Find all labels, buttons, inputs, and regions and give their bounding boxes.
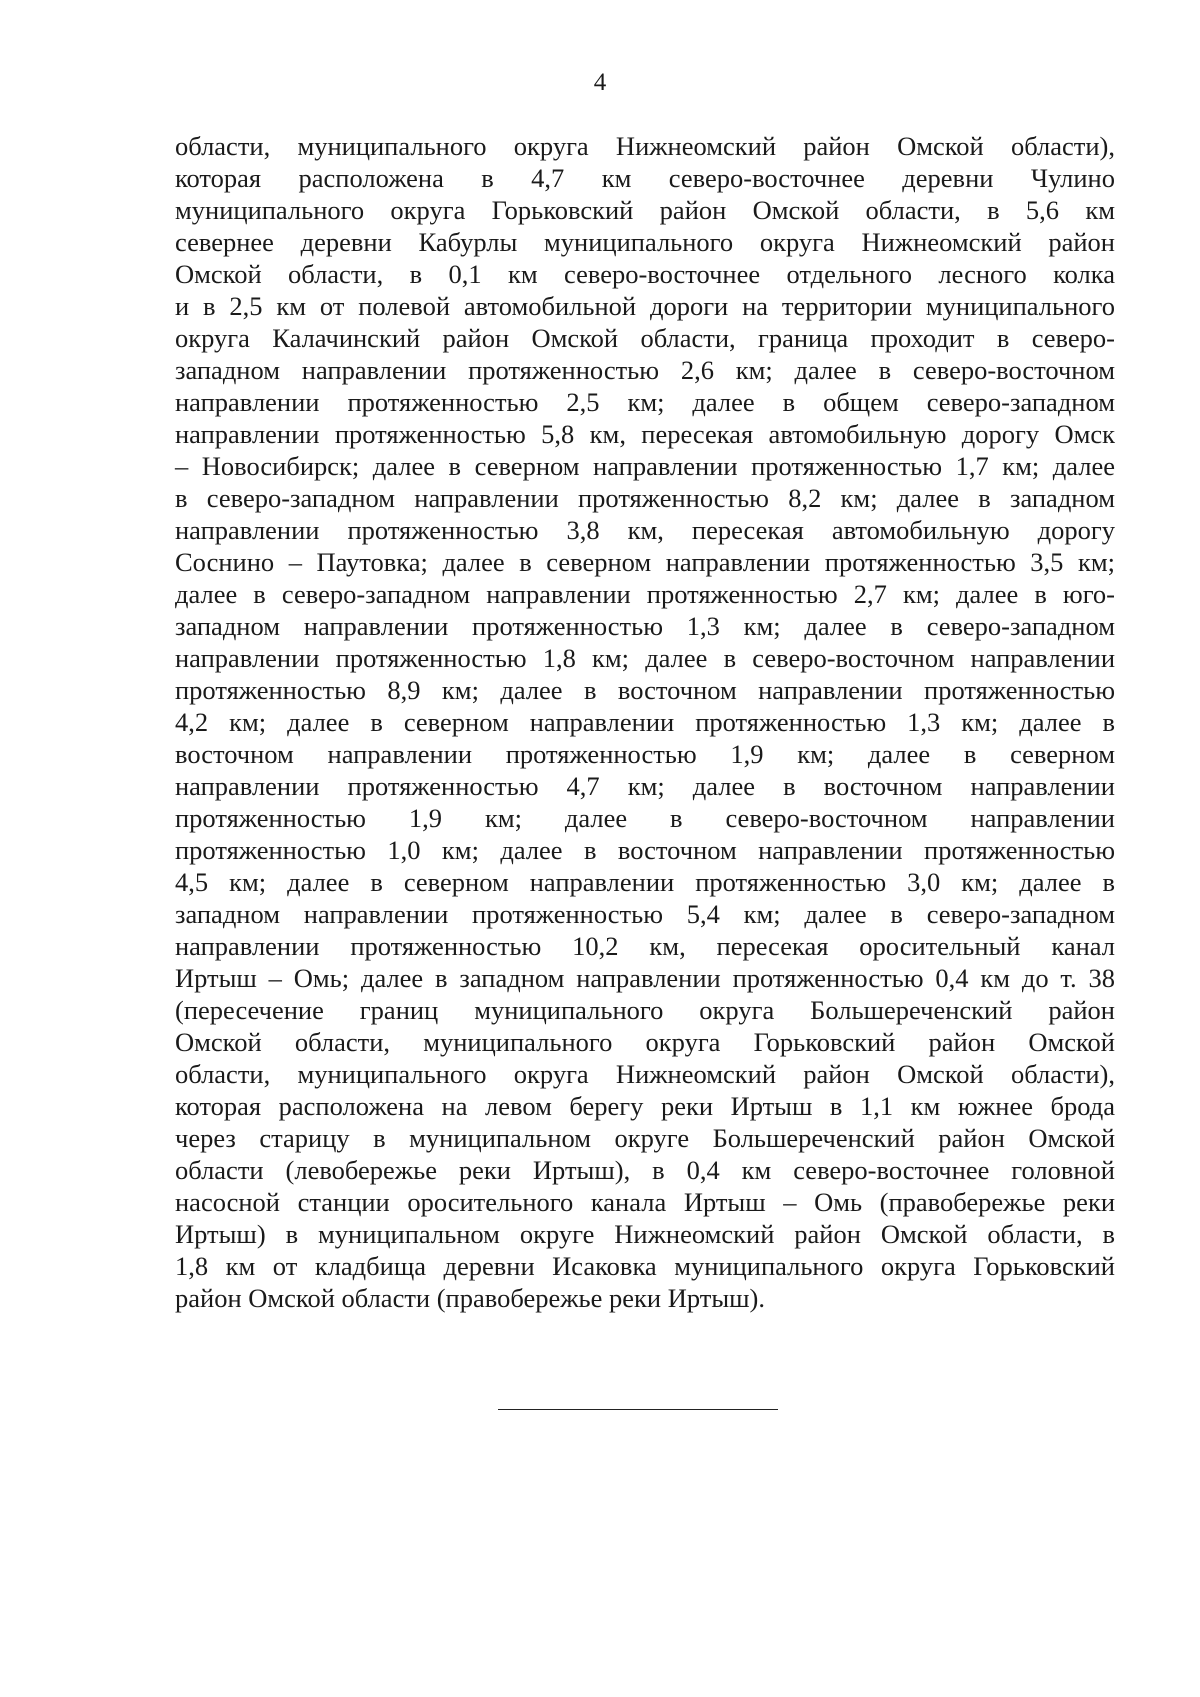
text-line: в северо-западном направлении протяженностью 8,2 км; далее в западном xyxy=(175,483,1115,513)
text-line: восточном направлении протяженностью 1,9 км; далее в северном xyxy=(175,739,1115,769)
text-line: далее в северо-западном направлении протяженностью 2,7 км; далее в юго- xyxy=(175,579,1115,609)
text-line: Иртыш – Омь; далее в западном направлении протяженностью 0,4 км до т. 38 xyxy=(175,963,1115,993)
text-line: западном направлении протяженностью 2,6 км; далее в северо-восточном xyxy=(175,355,1115,385)
text-line: – Новосибирск; далее в северном направлении протяженностью 1,7 км; далее xyxy=(175,451,1115,481)
body-text xyxy=(175,130,1115,1314)
text-line: Иртыш) в муниципальном округе Нижнеомский район Омской области, в xyxy=(175,1219,1115,1249)
text-line: западном направлении протяженностью 1,3 км; далее в северо-западном xyxy=(175,611,1115,641)
page-number: 4 xyxy=(593,69,607,96)
text-line: области, муниципального округа Нижнеомский район Омской области), xyxy=(175,131,1115,161)
text-line: 1,8 км от кладбища деревни Исаковка муниципального округа Горьковский xyxy=(175,1251,1115,1281)
text-line: направлении протяженностью 1,8 км; далее в северо-восточном направлении xyxy=(175,643,1115,673)
text-line: направлении протяженностью 10,2 км, пересекая оросительный канал xyxy=(175,931,1115,961)
text-line: области, муниципального округа Нижнеомский район Омской области), xyxy=(175,1059,1115,1089)
text-line: район Омской области (правобережье реки Иртыш). xyxy=(175,1283,765,1313)
text-line: насосной станции оросительного канала Иртыш – Омь (правобережье реки xyxy=(175,1187,1115,1217)
text-line: направлении протяженностью 5,8 км, пересекая автомобильную дорогу Омск xyxy=(175,419,1115,449)
text-line: округа Калачинский район Омской области, граница проходит в северо- xyxy=(175,323,1115,353)
text-line: 4,5 км; далее в северном направлении протяженностью 3,0 км; далее в xyxy=(175,867,1115,897)
text-line: муниципального округа Горьковский район Омской области, в 5,6 км xyxy=(175,195,1115,225)
text-line: (пересечение границ муниципального округа Большереченский район xyxy=(175,995,1115,1025)
text-line: области (левобережье реки Иртыш), в 0,4 км северо-восточнее головной xyxy=(175,1155,1115,1185)
text-line: протяженностью 1,9 км; далее в северо-восточном направлении xyxy=(175,803,1115,833)
text-line: Соснино – Паутовка; далее в северном направлении протяженностью 3,5 км; xyxy=(175,547,1115,577)
text-line: 4,2 км; далее в северном направлении протяженностью 1,3 км; далее в xyxy=(175,707,1115,737)
text-line: которая расположена на левом берегу реки Иртыш в 1,1 км южнее брода xyxy=(175,1091,1115,1121)
text-line: севернее деревни Кабурлы муниципального округа Нижнеомский район xyxy=(175,227,1115,257)
text-line: Омской области, в 0,1 км северо-восточнее отдельного лесного колка xyxy=(175,259,1115,289)
text-line: западном направлении протяженностью 5,4 км; далее в северо-западном xyxy=(175,899,1115,929)
text-line: через старицу в муниципальном округе Большереченский район Омской xyxy=(175,1123,1115,1153)
text-line: которая расположена в 4,7 км северо-восточнее деревни Чулино xyxy=(175,163,1115,193)
text-line: и в 2,5 км от полевой автомобильной дороги на территории муниципального xyxy=(175,291,1115,321)
end-rule xyxy=(498,1409,778,1410)
text-line: Омской области, муниципального округа Горьковский район Омской xyxy=(175,1027,1115,1057)
text-line: протяженностью 8,9 км; далее в восточном направлении протяженностью xyxy=(175,675,1115,705)
text-line: протяженностью 1,0 км; далее в восточном направлении протяженностью xyxy=(175,835,1115,865)
text-line: направлении протяженностью 2,5 км; далее в общем северо-западном xyxy=(175,387,1115,417)
text-line: направлении протяженностью 3,8 км, пересекая автомобильную дорогу xyxy=(175,515,1115,545)
text-line: направлении протяженностью 4,7 км; далее в восточном направлении xyxy=(175,771,1115,801)
